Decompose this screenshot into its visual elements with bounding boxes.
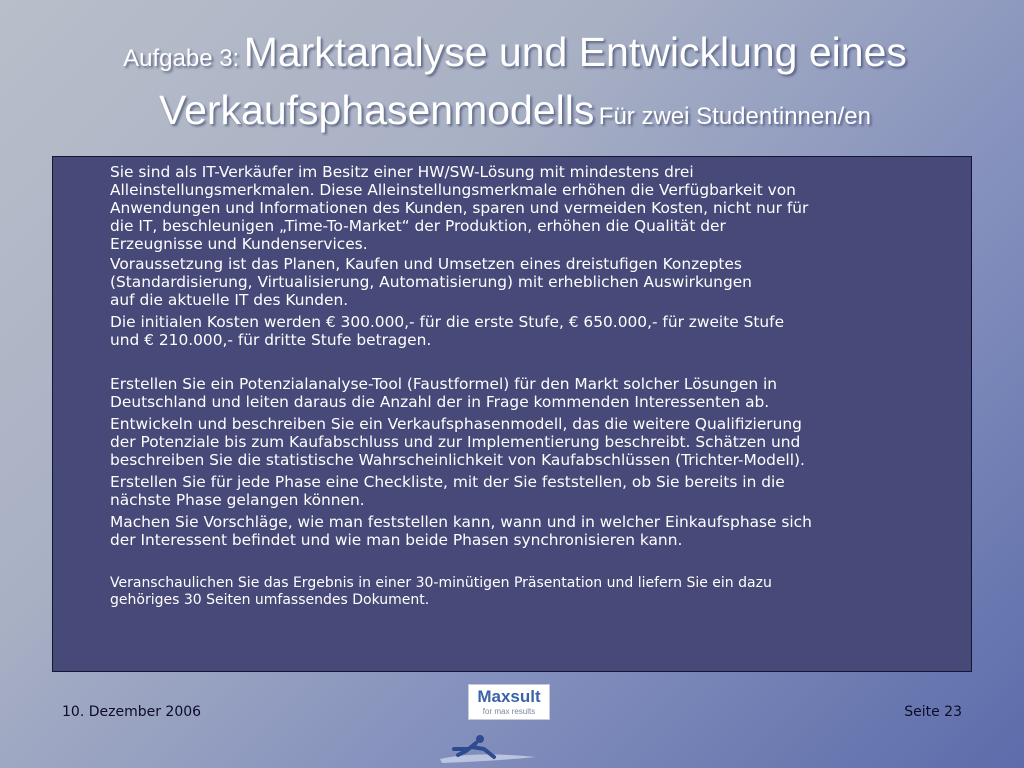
task-presentation: Veranschaulichen Sie das Ergebnis in einer 30-minütigen Präsentation und liefern Sie ein dazu gehöriges 30 Seiten umfassendes Dokument. [110,575,772,608]
logo-tagline: for max results [482,707,536,716]
footer-date: 10. Dezember 2006 [62,704,202,720]
title-suffix: Für zwei Studentinnen/en [598,103,871,130]
company-logo [468,684,550,720]
paragraph-intro: Sie sind als IT-Verkäufer im Besitz einer HW/SW-Lösung mit mindestens drei Alleinstellungsmerkmalen. Diese Alleinstellungsmerkmale erhöhen die Verfügbarkeit von Anwendungen und Informationen des Kunden, sparen und vermeiden Kosten, nicht nur für die IT, beschleunigen „Time-To-Market“ der Produktion, erhöhen die Qualität der Erzeugnisse und Kundenservices. [110,163,809,253]
task-synchronize: Machen Sie Vorschläge, wie man feststellen kann, wann und in welcher Einkaufsphase sich der Interessent befindet und wie man beide Phasen synchronisieren kann. [110,513,812,549]
paragraph-prerequisite: Voraussetzung ist das Planen, Kaufen und Umsetzen eines dreistufigen Konzeptes (Standardisierung, Virtualisierung, Automatisierung) mit erheblichen Auswirkungen auf die aktuelle IT des Kunden. [110,255,752,309]
paragraph-costs: Die initialen Kosten werden € 300.000,- für die erste Stufe, € 650.000,- für zweite Stufe und € 210.000,- für dritte Stufe betragen. [110,313,785,349]
content-box [52,156,972,672]
title-main-line-2: Verkaufsphasenmodells [159,87,595,133]
runner-icon [436,727,546,767]
logo-brand: Maxsult [477,687,541,706]
task-sales-phase-model: Entwickeln und beschreiben Sie ein Verkaufsphasenmodell, das die weitere Qualifizierung der Potenziale bis zum Kaufabschluss und zur Implementierung beschreibt. Schätzen und beschreiben Sie die statistische Wahrscheinlichkeit von Kaufabschlüssen (Trichter-Modell). [110,415,805,469]
task-checklist: Erstellen Sie für jede Phase eine Checkliste, mit der Sie feststellen, ob Sie bereits in die nächste Phase gelangen können. [110,473,785,509]
title-main-line-1: Marktanalyse und Entwicklung eines [243,29,907,75]
title-prefix: Aufgabe 3: [123,45,240,72]
slide-title [20,28,1010,144]
task-potential-analysis: Erstellen Sie ein Potenzialanalyse-Tool (Faustformel) für den Markt solcher Lösungen in Deutschland und leiten daraus die Anzahl der in Frage kommenden Interessenten ab. [110,375,778,411]
footer-page-number: Seite 23 [904,704,962,720]
